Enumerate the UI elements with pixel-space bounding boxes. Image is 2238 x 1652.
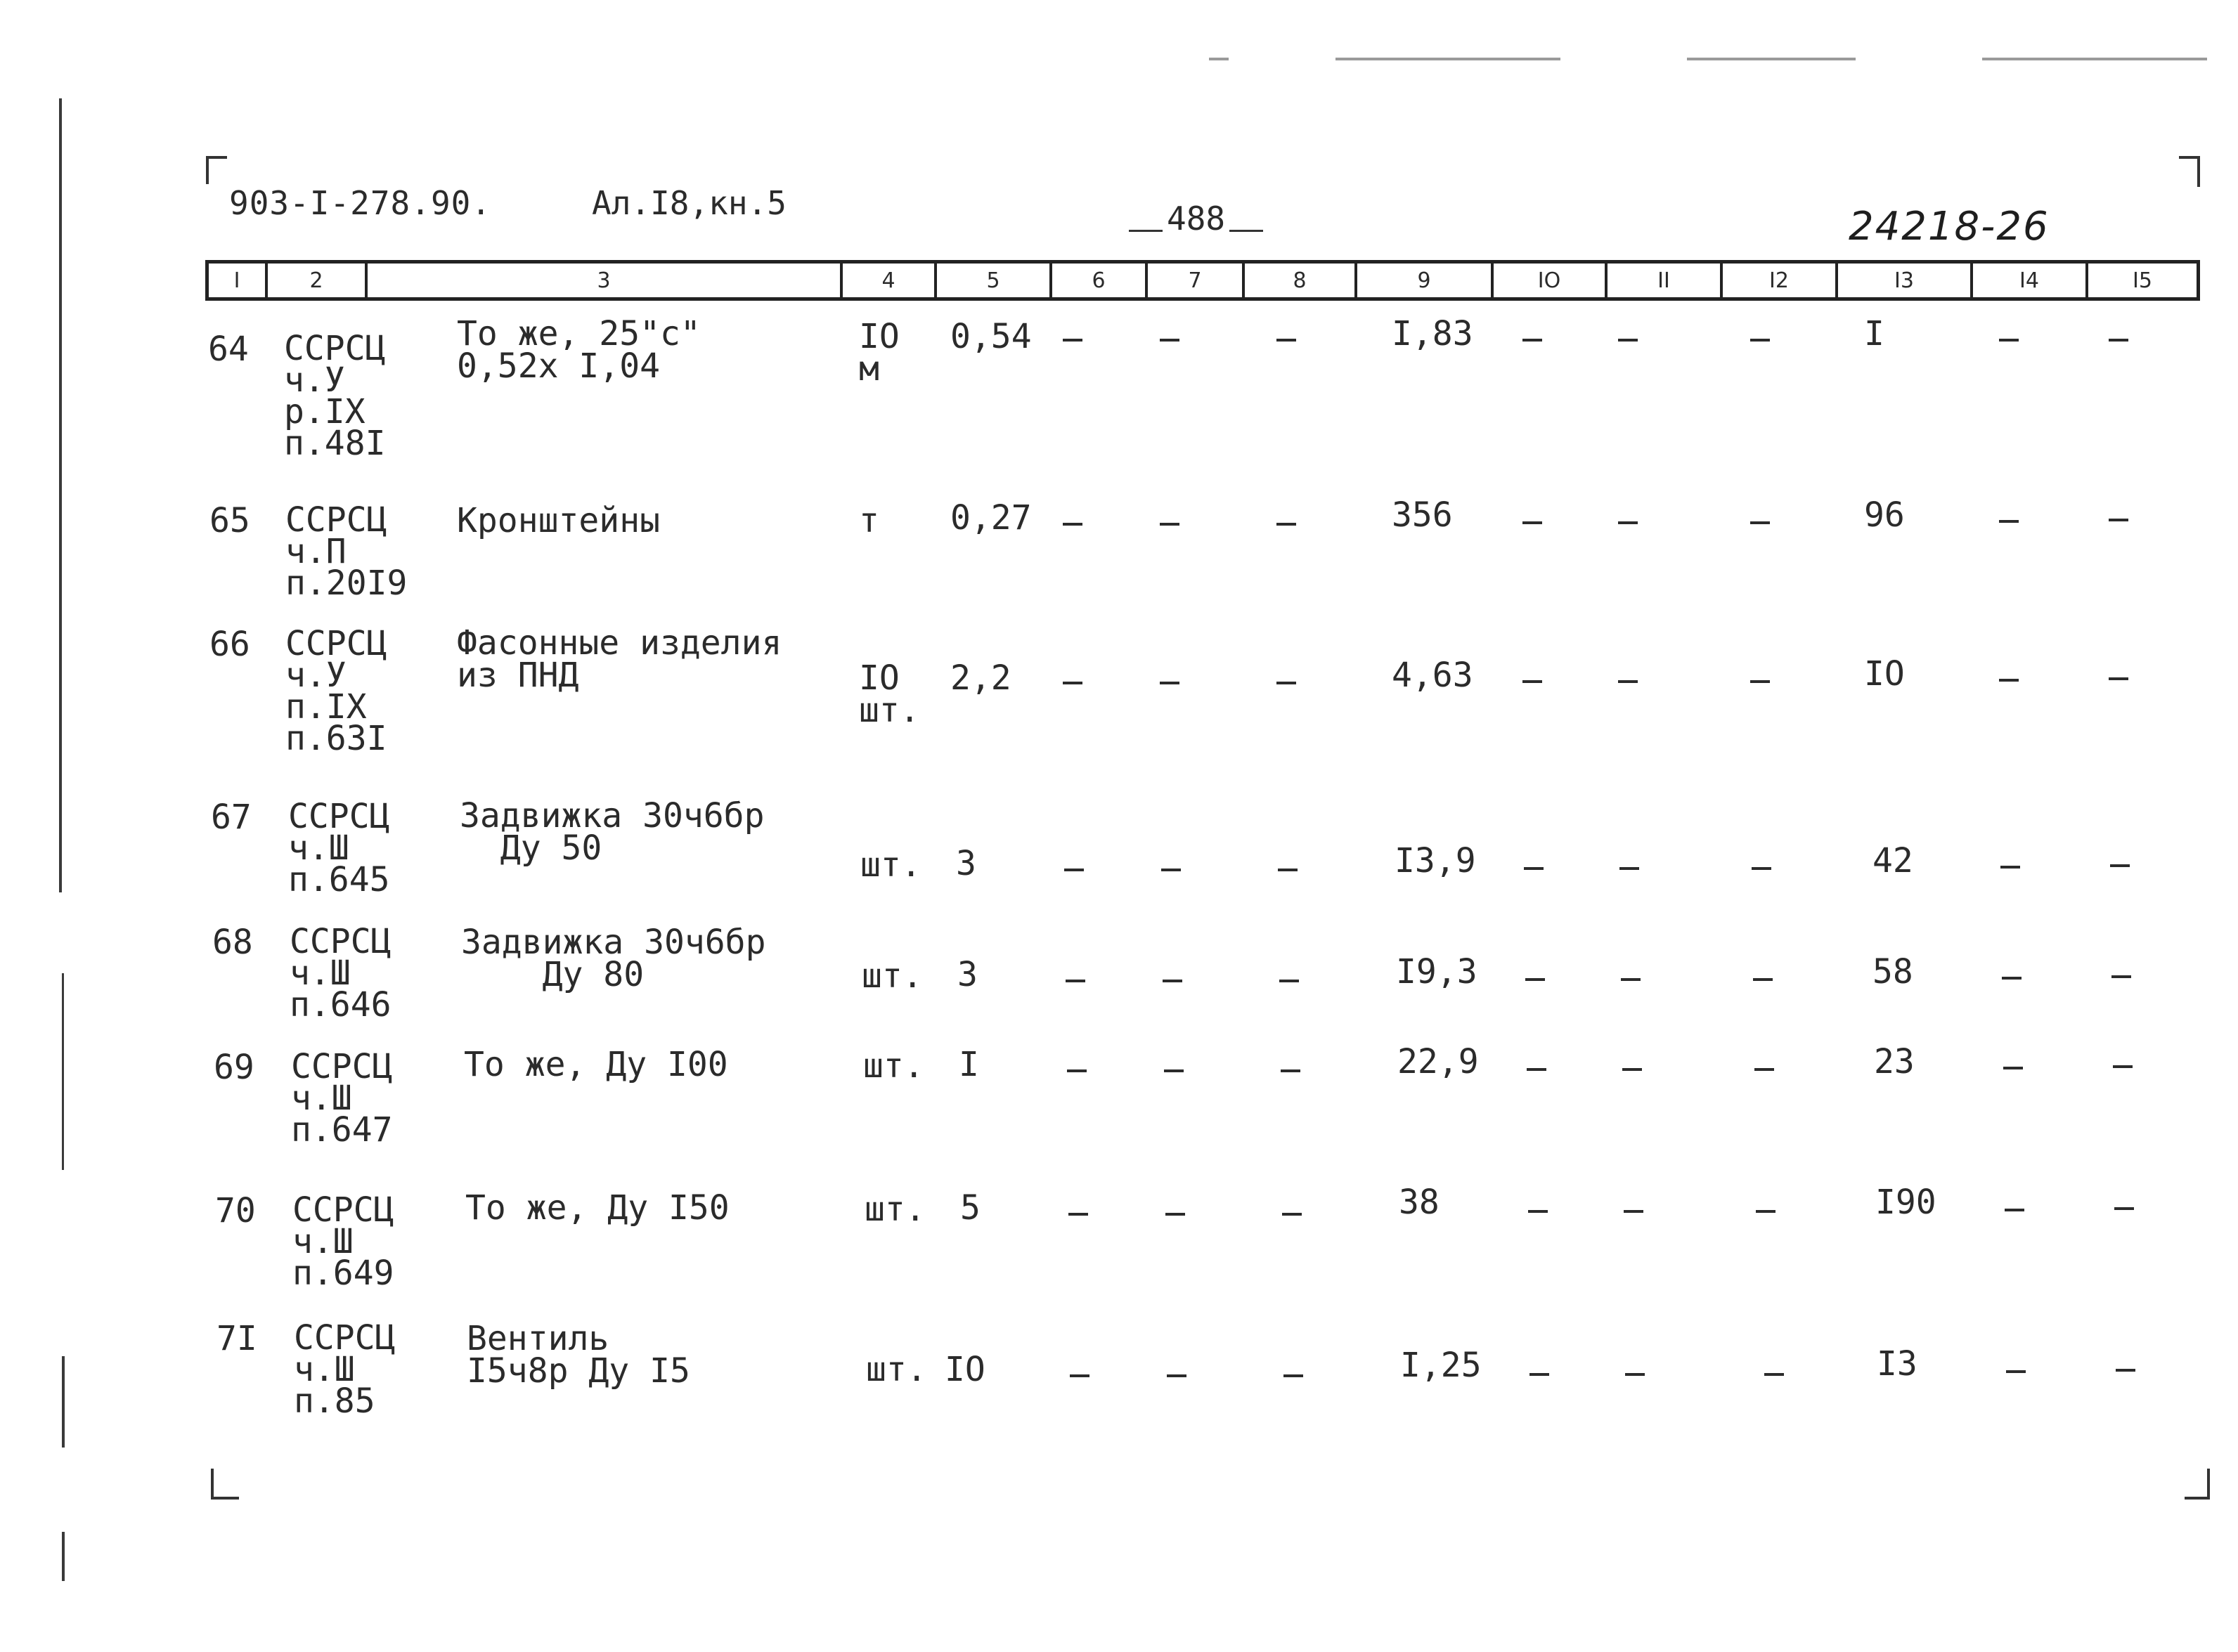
dash-mark [1160, 523, 1179, 526]
dash-mark [1529, 1373, 1549, 1376]
scan-speck [1687, 58, 1856, 60]
dash-mark [2003, 1067, 2023, 1069]
dash-mark [1624, 1210, 1643, 1213]
cost-column-9: 22,9 [1397, 1042, 1479, 1081]
dash-mark [2002, 977, 2022, 980]
quantity: 5 [960, 1188, 981, 1228]
binding-line [62, 1532, 65, 1581]
source-reference: ССРСЦ ч.Ш п.646 [290, 922, 392, 1025]
cost-column-9: 4,63 [1392, 656, 1473, 695]
dash-mark [1625, 1373, 1645, 1376]
dash-mark [1067, 1069, 1087, 1072]
dash-mark [1276, 682, 1296, 684]
binding-line [62, 1356, 65, 1448]
unit: шт. [863, 1046, 924, 1086]
dash-mark [1160, 339, 1179, 342]
cost-column-13: 23 [1874, 1042, 1915, 1081]
cost-column-13: I3 [1877, 1344, 1917, 1384]
dash-mark [1279, 980, 1299, 982]
cost-column-13: 42 [1872, 841, 1913, 880]
dash-mark [1756, 1210, 1775, 1213]
dash-mark [1063, 339, 1082, 342]
page-number-dash [1129, 230, 1163, 232]
corner-mark-bottom-right [2185, 1469, 2210, 1500]
row-number: 67 [211, 798, 252, 837]
row-number: 66 [209, 625, 250, 664]
corner-mark-bottom-left [211, 1469, 239, 1500]
dash-mark [1064, 869, 1084, 871]
quantity: IO [945, 1350, 985, 1389]
dash-mark [1522, 521, 1542, 524]
dash-mark [1750, 680, 1770, 683]
dash-mark [1619, 867, 1639, 870]
page-number-dash [1229, 230, 1263, 232]
dash-mark [1618, 521, 1638, 524]
dash-mark [1750, 339, 1770, 342]
dash-mark [1999, 679, 2019, 682]
scan-speck [1209, 58, 1229, 60]
dash-mark [1754, 1068, 1774, 1071]
item-name: Задвижка 30ч6бр Ду 80 [461, 923, 766, 994]
dash-mark [1999, 339, 2019, 342]
unit: т [859, 501, 879, 540]
cost-column-9: I3,9 [1395, 841, 1476, 880]
dash-mark [1525, 978, 1545, 981]
inventory-number: 24218-26 [1849, 204, 2050, 249]
dash-mark [2109, 519, 2128, 521]
dash-mark [1167, 1374, 1186, 1377]
dash-mark [1283, 1374, 1303, 1377]
row-number: 7I [216, 1319, 257, 1358]
dash-mark [2109, 339, 2128, 342]
unit: шт. [865, 1190, 926, 1229]
dash-mark [1622, 1068, 1642, 1071]
document-code: 903-I-278.90. [229, 184, 492, 222]
scan-speck [1982, 58, 2207, 60]
column-number: 2 [268, 264, 368, 297]
album-reference: Ал.I8,кн.5 [592, 184, 787, 222]
dash-mark [1752, 867, 1771, 870]
dash-mark [2006, 1370, 2026, 1373]
dash-mark [1750, 521, 1770, 524]
dash-mark [2111, 975, 2131, 978]
cost-column-13: I [1864, 314, 1884, 353]
dash-mark [1070, 1374, 1089, 1377]
page-number-value: 488 [1167, 200, 1226, 238]
row-number: 68 [212, 923, 253, 962]
corner-mark-top-left [206, 156, 227, 184]
dash-mark [1528, 1210, 1548, 1213]
quantity: 2,2 [950, 658, 1011, 698]
source-reference: ССРСЦ ч.У р.IX п.48I [284, 329, 386, 463]
unit: IO шт. [859, 658, 920, 730]
binding-line [62, 973, 64, 1170]
dash-mark [1764, 1373, 1784, 1376]
dash-mark [1527, 1068, 1546, 1071]
column-number: 9 [1357, 264, 1494, 297]
dash-mark [1160, 682, 1179, 684]
dash-mark [1063, 682, 1082, 684]
column-number: 4 [843, 264, 937, 297]
cost-column-9: I9,3 [1396, 952, 1477, 991]
dash-mark [1278, 869, 1298, 871]
quantity: 3 [957, 955, 978, 994]
row-number: 69 [214, 1048, 254, 1087]
cost-column-13: IO [1864, 654, 1905, 694]
item-name: То же, Ду I50 [465, 1188, 730, 1228]
cost-column-9: 38 [1399, 1183, 1440, 1222]
dash-mark [2000, 866, 2020, 869]
column-number: 5 [937, 264, 1052, 297]
dash-mark [1618, 680, 1638, 683]
dash-mark [1618, 339, 1638, 342]
column-number: 3 [368, 264, 843, 297]
unit: шт. [866, 1350, 927, 1389]
quantity: 0,54 [950, 317, 1032, 356]
quantity: 3 [956, 844, 976, 883]
row-number: 70 [215, 1191, 256, 1230]
unit: шт. [860, 845, 921, 885]
source-reference: ССРСЦ ч.Ш п.647 [291, 1047, 393, 1150]
cost-column-9: 356 [1392, 495, 1453, 535]
source-reference: ССРСЦ ч.Ш п.645 [288, 797, 390, 899]
dash-mark [1161, 869, 1181, 871]
binding-line [59, 98, 62, 892]
item-name: Вентиль I5ч8р Ду I5 [467, 1319, 690, 1391]
row-number: 64 [208, 330, 249, 369]
cost-column-13: I90 [1875, 1183, 1936, 1222]
dash-mark [1165, 1213, 1185, 1216]
corner-mark-top-right [2179, 156, 2200, 187]
cost-column-9: I,83 [1392, 314, 1473, 353]
column-number: 6 [1052, 264, 1148, 297]
source-reference: ССРСЦ ч.П п.20I9 [285, 500, 408, 603]
dash-mark [1063, 523, 1082, 526]
dash-mark [1066, 980, 1085, 982]
dash-mark [1753, 978, 1773, 981]
source-reference: ССРСЦ ч.Ш п.85 [294, 1318, 396, 1421]
item-name: Фасонные изделия из ПНД [457, 623, 782, 695]
column-number: I4 [1973, 264, 2088, 297]
dash-mark [1068, 1213, 1088, 1216]
source-reference: ССРСЦ ч.У п.IX п.63I [285, 624, 387, 758]
column-number-header [205, 260, 2200, 301]
column-number: I [209, 264, 268, 297]
cost-column-9: I,25 [1400, 1346, 1482, 1385]
dash-mark [2110, 864, 2130, 867]
dash-mark [1276, 339, 1296, 342]
dash-mark [2116, 1369, 2135, 1372]
column-number: I5 [2133, 268, 2152, 293]
cost-column-13: 58 [1872, 952, 1913, 991]
cost-column-13: 96 [1864, 495, 1905, 535]
dash-mark [1621, 978, 1641, 981]
page-number [1125, 200, 1267, 238]
quantity: 0,27 [950, 498, 1032, 538]
dash-mark [1282, 1213, 1302, 1216]
dash-mark [2005, 1209, 2024, 1211]
column-number: 8 [1245, 264, 1357, 297]
item-name: То же, Ду I00 [464, 1045, 728, 1084]
column-number: I2 [1723, 264, 1838, 297]
item-name: Задвижка 30ч6бр Ду 50 [460, 796, 765, 868]
item-name: Кронштейны [457, 501, 660, 540]
quantity: I [959, 1045, 979, 1084]
column-number: I3 [1838, 264, 1973, 297]
dash-mark [1281, 1069, 1300, 1072]
dash-mark [1522, 680, 1542, 683]
column-number: II [1608, 264, 1723, 297]
dash-mark [2113, 1065, 2133, 1068]
dash-mark [2109, 677, 2128, 680]
row-number: 65 [209, 501, 250, 540]
item-name: То же, 25"с" 0,52х I,04 [457, 314, 701, 386]
dash-mark [1999, 520, 2019, 523]
column-number: 7 [1148, 264, 1245, 297]
scan-speck [1335, 58, 1560, 60]
source-reference: ССРСЦ ч.Ш п.649 [292, 1190, 394, 1293]
unit: IO м [859, 317, 900, 389]
column-number: IO [1494, 264, 1608, 297]
dash-mark [1163, 980, 1182, 982]
dash-mark [2114, 1207, 2134, 1210]
dash-mark [1524, 867, 1544, 870]
dash-mark [1164, 1069, 1184, 1072]
unit: шт. [862, 956, 923, 996]
dash-mark [1522, 339, 1542, 342]
dash-mark [1276, 523, 1296, 526]
